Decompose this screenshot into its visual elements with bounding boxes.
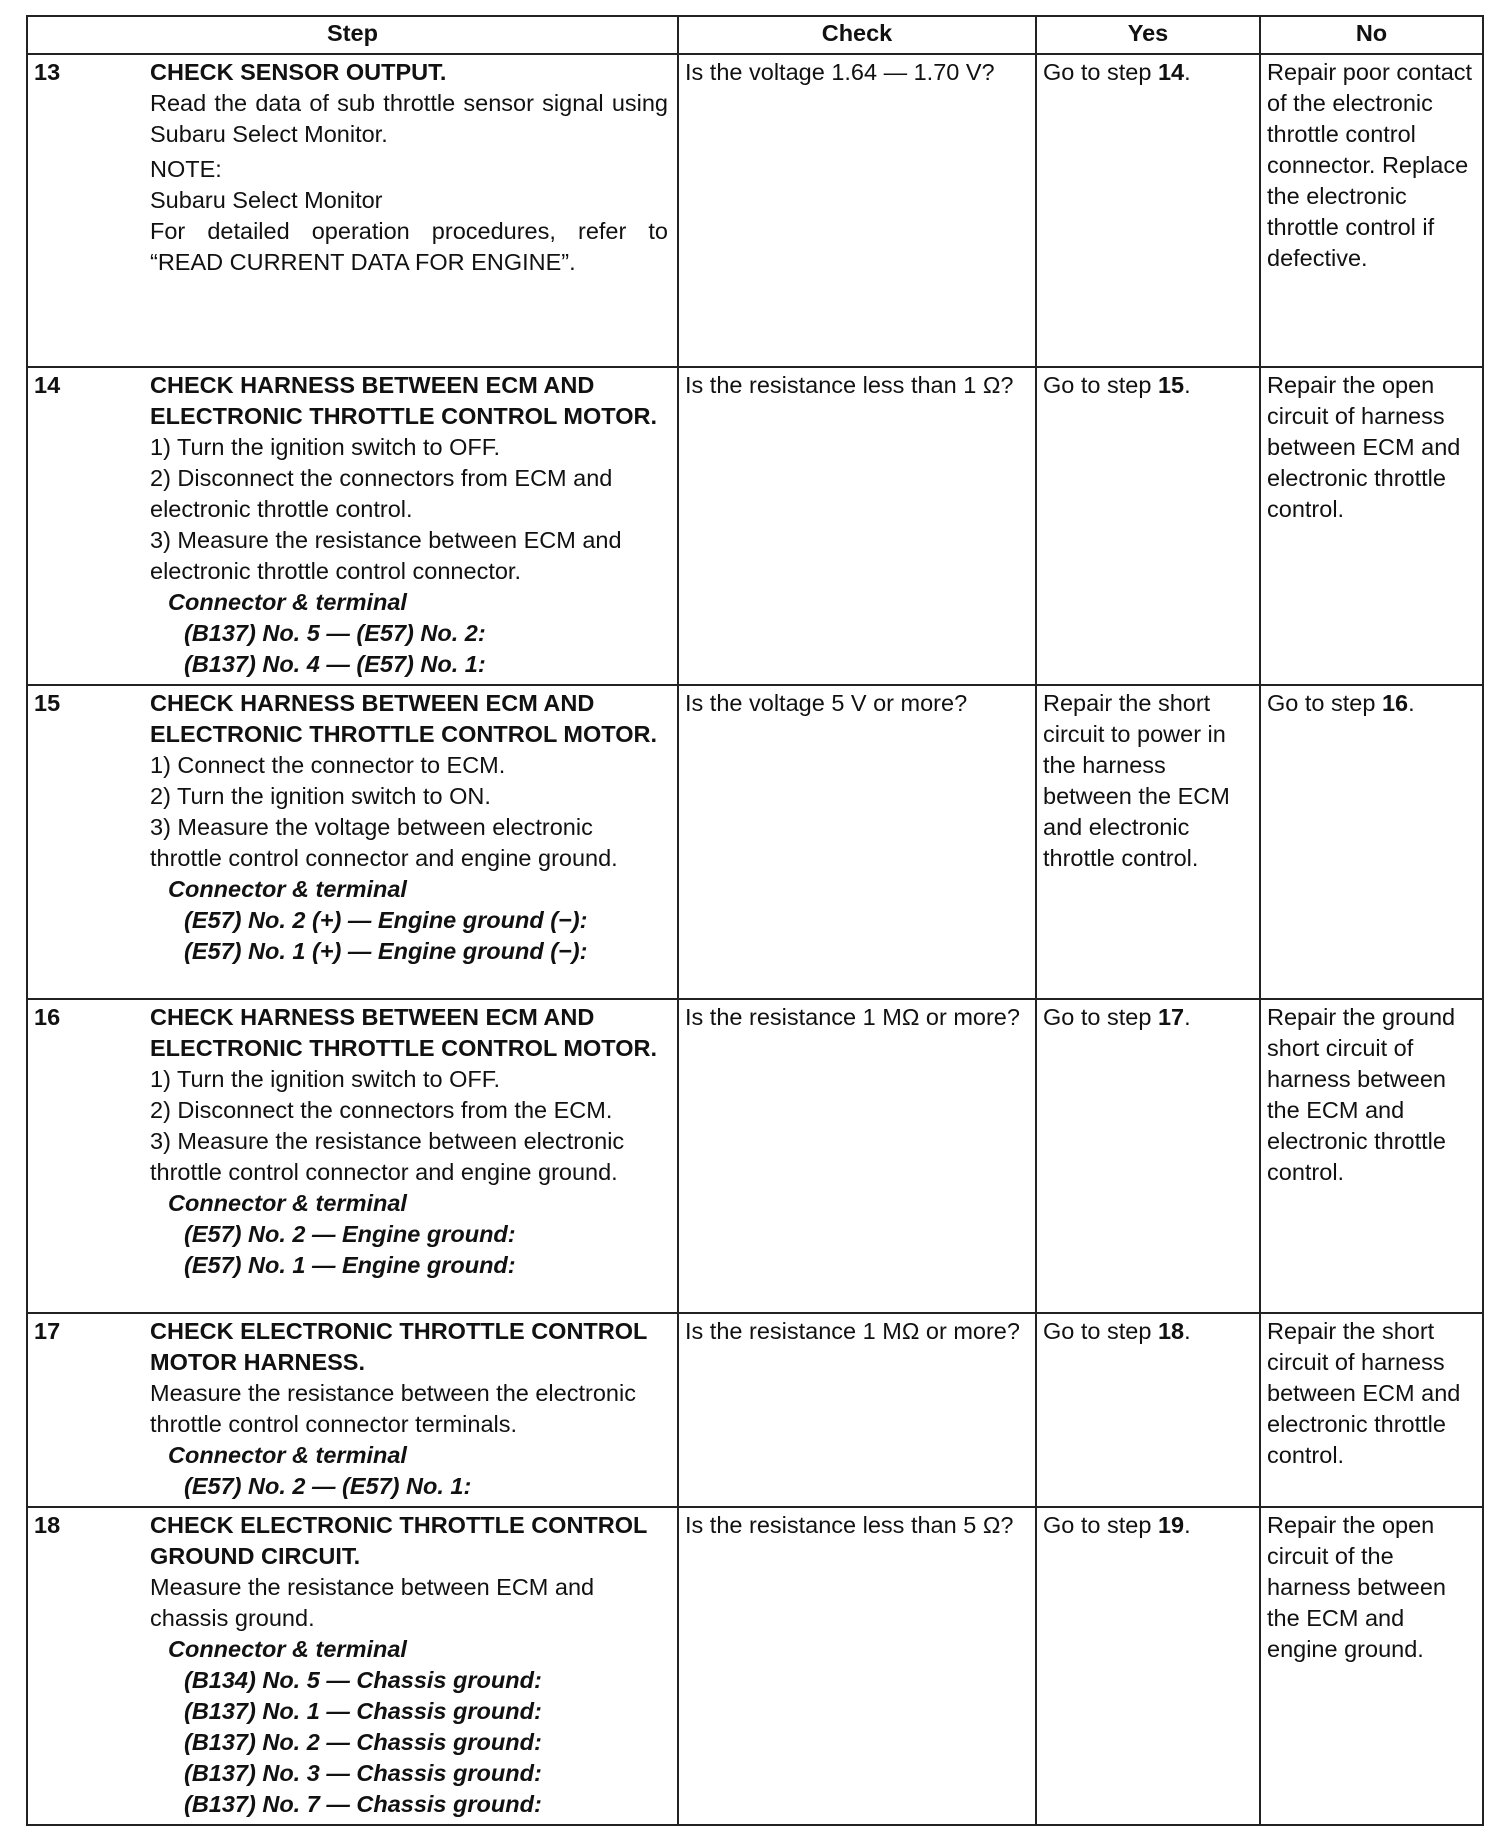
step-title: CHECK HARNESS BETWEEN ECM AND ELECTRONIC THROTTLE CONTROL MOTOR. bbox=[150, 372, 657, 429]
step-number: 16 bbox=[34, 1004, 61, 1030]
step-body bbox=[150, 1316, 668, 1502]
procedure-item: 1) Turn the ignition switch to OFF. bbox=[150, 1066, 501, 1092]
yes-suffix: . bbox=[1184, 372, 1191, 398]
step-text: Read the data of sub throttle sensor signal using Subaru Select Monitor. bbox=[150, 90, 668, 147]
yes-prefix: Go to step bbox=[1043, 59, 1158, 85]
step-body bbox=[150, 688, 668, 967]
step-title: CHECK HARNESS BETWEEN ECM AND ELECTRONIC THROTTLE CONTROL MOTOR. bbox=[150, 690, 657, 747]
step-title: CHECK ELECTRONIC THROTTLE CONTROL MOTOR HARNESS. bbox=[150, 1318, 647, 1375]
yes-step-ref: 15 bbox=[1157, 372, 1185, 398]
connector-terminal: (B134) No. 5 — Chassis ground: bbox=[184, 1667, 542, 1693]
step-title: CHECK SENSOR OUTPUT. bbox=[150, 59, 447, 85]
connector-terminal: (B137) No. 4 — (E57) No. 1: bbox=[184, 651, 486, 677]
no-cell: Repair the open circuit of harness between ECM and electronic throttle control. bbox=[1260, 367, 1483, 685]
diagnostic-procedure-table bbox=[26, 15, 1484, 1826]
no-cell: Repair the open circuit of the harness between the ECM and engine ground. bbox=[1260, 1507, 1483, 1825]
check-cell: Is the resistance 1 MΩ or more? bbox=[678, 999, 1036, 1313]
yes-step-ref: 18 bbox=[1157, 1318, 1185, 1344]
yes-prefix: Go to step bbox=[1043, 1004, 1158, 1030]
procedure-item: 3) Measure the resistance between electronic throttle control connector and engine ground. bbox=[150, 1128, 625, 1185]
yes-suffix: . bbox=[1184, 1318, 1191, 1344]
header-check: Check bbox=[678, 16, 1036, 54]
connector-heading: Connector & terminal bbox=[168, 876, 407, 902]
yes-suffix: . bbox=[1184, 1004, 1191, 1030]
step-title: CHECK ELECTRONIC THROTTLE CONTROL GROUND CIRCUIT. bbox=[150, 1512, 647, 1569]
connector-terminal: (B137) No. 3 — Chassis ground: bbox=[184, 1760, 542, 1786]
connector-terminal: (B137) No. 5 — (E57) No. 2: bbox=[184, 620, 486, 646]
header-step: Step bbox=[27, 16, 678, 54]
connector-terminal: (B137) No. 2 — Chassis ground: bbox=[184, 1729, 542, 1755]
step-cell bbox=[27, 685, 678, 999]
note-line: For detailed operation procedures, refer to “READ CURRENT DATA FOR ENGINE”. bbox=[150, 218, 668, 275]
step-number: 14 bbox=[34, 372, 61, 398]
table-row-step-14 bbox=[27, 367, 1483, 685]
step-title: CHECK HARNESS BETWEEN ECM AND ELECTRONIC THROTTLE CONTROL MOTOR. bbox=[150, 1004, 657, 1061]
connector-terminal: (E57) No. 2 — (E57) No. 1: bbox=[184, 1473, 472, 1499]
procedure-item: 2) Turn the ignition switch to ON. bbox=[150, 783, 491, 809]
step-number: 18 bbox=[34, 1512, 61, 1538]
step-body bbox=[150, 57, 668, 278]
no-cell: Repair the ground short circuit of harness between the ECM and electronic throttle control. bbox=[1260, 999, 1483, 1313]
yes-prefix: Go to step bbox=[1043, 372, 1158, 398]
step-number: 17 bbox=[34, 1318, 61, 1344]
procedure-item: 2) Disconnect the connectors from ECM and electronic throttle control. bbox=[150, 465, 613, 522]
step-text: Measure the resistance between ECM and chassis ground. bbox=[150, 1574, 595, 1631]
yes-step-ref: 14 bbox=[1157, 59, 1185, 85]
procedure-item: 3) Measure the voltage between electronic throttle control connector and engine ground. bbox=[150, 814, 618, 871]
yes-cell bbox=[1036, 999, 1260, 1313]
step-cell bbox=[27, 54, 678, 367]
check-cell: Is the resistance less than 5 Ω? bbox=[678, 1507, 1036, 1825]
yes-step-ref: 17 bbox=[1157, 1004, 1185, 1030]
procedure-item: 1) Turn the ignition switch to OFF. bbox=[150, 434, 501, 460]
procedure-item: 3) Measure the resistance between ECM and electronic throttle control connector. bbox=[150, 527, 622, 584]
connector-terminal: (E57) No. 1 — Engine ground: bbox=[184, 1252, 516, 1278]
table-row-step-18 bbox=[27, 1507, 1483, 1825]
no-cell bbox=[1260, 685, 1483, 999]
table-header-row bbox=[27, 16, 1483, 54]
yes-cell bbox=[1036, 367, 1260, 685]
check-cell: Is the voltage 1.64 — 1.70 V? bbox=[678, 54, 1036, 367]
step-number: 13 bbox=[34, 59, 61, 85]
procedure-item: 2) Disconnect the connectors from the ECM. bbox=[150, 1097, 613, 1123]
yes-cell bbox=[1036, 1313, 1260, 1507]
note-line: Subaru Select Monitor bbox=[150, 187, 383, 213]
check-cell: Is the resistance less than 1 Ω? bbox=[678, 367, 1036, 685]
procedure-item: 1) Connect the connector to ECM. bbox=[150, 752, 506, 778]
connector-terminal: (B137) No. 1 — Chassis ground: bbox=[184, 1698, 542, 1724]
no-cell: Repair the short circuit of harness between ECM and electronic throttle control. bbox=[1260, 1313, 1483, 1507]
no-prefix: Go to step bbox=[1267, 690, 1382, 716]
check-cell: Is the voltage 5 V or more? bbox=[678, 685, 1036, 999]
connector-terminal: (E57) No. 2 — Engine ground: bbox=[184, 1221, 516, 1247]
yes-suffix: . bbox=[1184, 59, 1191, 85]
step-cell bbox=[27, 1507, 678, 1825]
connector-terminal: (E57) No. 1 (+) — Engine ground (−): bbox=[184, 938, 588, 964]
yes-suffix: . bbox=[1184, 1512, 1191, 1538]
connector-heading: Connector & terminal bbox=[168, 1190, 407, 1216]
step-body bbox=[150, 1510, 668, 1820]
step-cell bbox=[27, 367, 678, 685]
connector-heading: Connector & terminal bbox=[168, 1636, 407, 1662]
no-suffix: . bbox=[1408, 690, 1415, 716]
yes-cell bbox=[1036, 54, 1260, 367]
header-no: No bbox=[1260, 16, 1483, 54]
table-row-step-17 bbox=[27, 1313, 1483, 1507]
no-cell: Repair poor contact of the electronic throttle control connector. Replace the electronic throttle control if defective. bbox=[1260, 54, 1483, 367]
yes-cell bbox=[1036, 1507, 1260, 1825]
yes-cell: Repair the short circuit to power in the harness between the ECM and electronic throttle control. bbox=[1036, 685, 1260, 999]
step-cell bbox=[27, 1313, 678, 1507]
table-row-step-16 bbox=[27, 999, 1483, 1313]
table-row-step-13 bbox=[27, 54, 1483, 367]
step-body bbox=[150, 370, 668, 680]
table-row-step-15 bbox=[27, 685, 1483, 999]
yes-prefix: Go to step bbox=[1043, 1318, 1158, 1344]
step-number: 15 bbox=[34, 690, 61, 716]
step-cell bbox=[27, 999, 678, 1313]
step-body bbox=[150, 1002, 668, 1281]
check-cell: Is the resistance 1 MΩ or more? bbox=[678, 1313, 1036, 1507]
connector-heading: Connector & terminal bbox=[168, 589, 407, 615]
yes-step-ref: 19 bbox=[1157, 1512, 1185, 1538]
no-step-ref: 16 bbox=[1381, 690, 1409, 716]
yes-prefix: Go to step bbox=[1043, 1512, 1158, 1538]
connector-terminal: (E57) No. 2 (+) — Engine ground (−): bbox=[184, 907, 588, 933]
connector-heading: Connector & terminal bbox=[168, 1442, 407, 1468]
header-yes: Yes bbox=[1036, 16, 1260, 54]
step-text: Measure the resistance between the electronic throttle control connector terminals. bbox=[150, 1380, 636, 1437]
connector-terminal: (B137) No. 7 — Chassis ground: bbox=[184, 1791, 542, 1817]
note-label: NOTE: bbox=[150, 156, 222, 182]
